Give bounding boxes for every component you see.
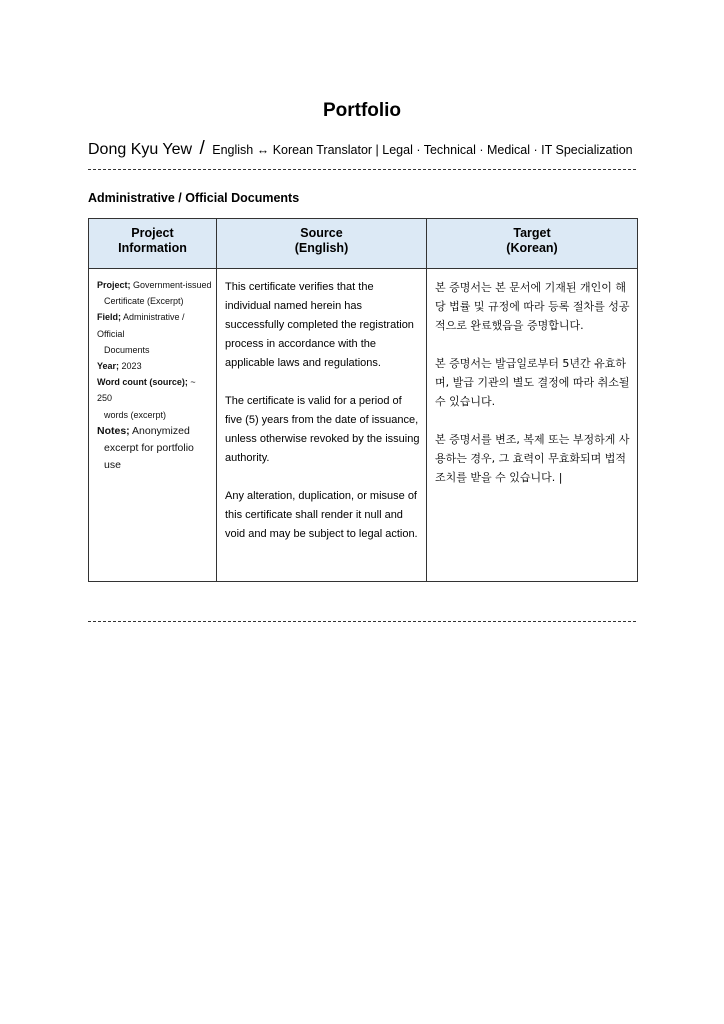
project-information-cell bbox=[89, 269, 217, 582]
source-paragraph: This certificate verifies that the individual named herein has successfully completed the registration process in accordance with the applicable laws and regulations. bbox=[225, 281, 414, 369]
target-paragraph: 본 증명서는 발급일로부터 5년간 유효하며, 발급 기관의 별도 결정에 따라 취소될 수 있습니다. bbox=[435, 357, 630, 408]
target-text-cell bbox=[427, 269, 638, 582]
target-paragraph: 본 증명서는 본 문서에 기재된 개인이 해당 법률 및 규정에 따라 등록 절차를 성공적으로 완료했음을 증명합니다. bbox=[435, 281, 630, 332]
dashed-divider-bottom bbox=[88, 621, 636, 622]
subtitle-line bbox=[88, 139, 648, 160]
table-header-row bbox=[89, 219, 638, 269]
header-project-information: Project Information bbox=[89, 219, 217, 269]
table-row bbox=[89, 269, 638, 582]
title-separator: / bbox=[199, 138, 205, 159]
source-paragraph: Any alteration, duplication, or misuse of this certificate shall render it null and void and may be subject to legal action. bbox=[225, 490, 418, 540]
translator-role: English ↔ Korean Translator | Legal · Technical · Medical · IT Specialization bbox=[212, 143, 633, 157]
header-target: Target (Korean) bbox=[427, 219, 638, 269]
page-title: Portfolio bbox=[322, 100, 402, 121]
portfolio-table bbox=[88, 218, 638, 582]
info-year: Year; 2023 bbox=[97, 361, 142, 372]
author-name: Dong Kyu Yew bbox=[88, 141, 193, 158]
info-project: Project; Government-issued Certificate (Excerpt) bbox=[97, 280, 212, 307]
source-text-cell bbox=[217, 269, 427, 582]
target-paragraph: 본 증명서를 변조, 복제 또는 부정하게 사용하는 경우, 그 효력이 무효화되며 법적 조치를 받을 수 있습니다. | bbox=[435, 433, 630, 484]
header-source: Source (English) bbox=[217, 219, 427, 269]
dashed-divider-top bbox=[88, 169, 636, 170]
info-field: Field; Administrative / Official Documents bbox=[97, 312, 185, 355]
info-notes: Notes; Anonymized excerpt for portfolio use bbox=[97, 424, 194, 471]
section-heading: Administrative / Official Documents bbox=[88, 191, 300, 205]
source-paragraph: The certificate is valid for a period of five (5) years from the date of issuance, unless otherwise revoked by the issuing authority. bbox=[225, 395, 420, 464]
info-word-count: Word count (source); ~ 250 words (excerpt) bbox=[97, 377, 196, 420]
